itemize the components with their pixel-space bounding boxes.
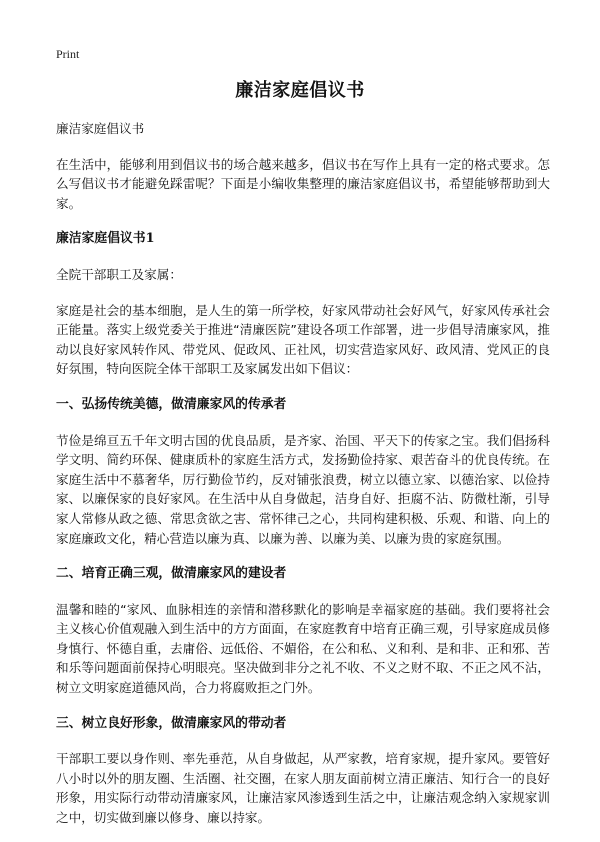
subtitle-text: 廉洁家庭倡议书 xyxy=(56,121,145,136)
section-title: 廉洁家庭倡议书1 xyxy=(56,231,155,247)
paragraph-4: 干部职工要以身作则、率先垂范，从自身做起，从严家教，培育家规，提升家风。要管好八小时以外的朋友圈、生活圈、社交圈，在家人朋友面前树立清正廉洁、知行合一的良好形象，用实际行动带动清廉家风，让廉洁家风渗透到生活之中，让廉洁观念纳入家规家训之中，切实做到廉以修身、廉以持家。 xyxy=(56,751,550,826)
paragraph-2: 节俭是绵亘五千年文明古国的优良品质，是齐家、治国、平天下的传家之宝。我们倡扬科学文明、简约环保、健康质朴的家庭生活方式，发扬勤俭持家、艰苦奋斗的优良传统。在家庭生活中不慕奢华，厉行勤俭节约，反对铺张浪费，树立以德立家、以德治家、以俭持家、以廉保家的良好家风。在生活中从自身做起，洁身自好、拒腐不沾、防微杜渐，引导家人常修从政之德、常思贪欲之害、常怀律己之心，共同构建积极、乐观、和谐、向上的家庭廉政文化，精心营造以廉为真、以廉为善、以廉为美、以廉为贵的家庭氛围。 xyxy=(56,432,550,546)
paragraph-1: 家庭是社会的基本细胞，是人生的第一所学校，好家风带动社会好风气，好家风传承社会正能量。落实上级党委关于推进“清廉医院”建设各项工作部署，进一步倡导清廉家风，推动以良好家风转作风、带党风、促政风、正社风，切实营造家风好、政风清、党风正的良好氛围，特向医院全体干部职工及家属发出如下倡议： xyxy=(56,302,550,377)
intro-paragraph: 在生活中，能够利用到倡议书的场合越来越多，倡议书在写作上具有一定的格式要求。怎么写倡议书才能避免踩雷呢？下面是小编收集整理的廉洁家庭倡议书，希望能够帮助到大家。 xyxy=(56,156,550,211)
heading-2: 二、培育正确三观，做清廉家风的建设者 xyxy=(56,566,287,582)
salutation-text: 全院干部职工及家属： xyxy=(56,266,182,282)
document-body xyxy=(56,119,550,842)
print-link[interactable]: Print xyxy=(56,47,80,61)
page-title: 廉洁家庭倡议书 xyxy=(235,80,365,101)
heading-3: 三、树立良好形象，做清廉家风的带动者 xyxy=(56,715,287,731)
heading-1: 一、弘扬传统美德，做清廉家风的传承者 xyxy=(56,396,287,412)
paragraph-3: 温馨和睦的“家风、血脉相连的亲情和潜移默化的影响是幸福家庭的基础。我们要将社会主义核心价值观融入到生活中的方方面面，在家庭教育中培育正确三观，引导家庭成员修身慎行、怀德自重，去庸俗、远低俗、不媚俗，在公和私、义和利、是和非、正和邪、苦和乐等问题面前保持心明眼亮。坚决做到非分之礼不收、不义之财不取、不正之风不沾，树立文明家庭道德风尚，合力将腐败拒之门外。 xyxy=(56,601,550,696)
